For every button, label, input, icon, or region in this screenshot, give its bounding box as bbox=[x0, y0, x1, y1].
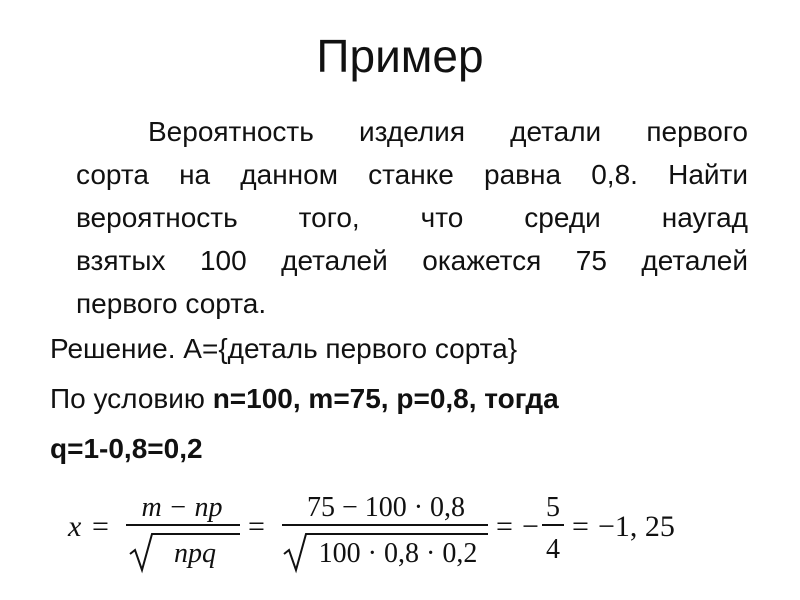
problem-line: взятых 100 деталей окажется 75 деталей bbox=[76, 245, 748, 276]
formula-result: −1, 25 bbox=[598, 510, 675, 543]
fraction2-denominator: 100 · 0,8 · 0,2 bbox=[318, 538, 478, 569]
fraction3-denominator: 4 bbox=[546, 534, 560, 565]
conditions-prefix: По условию bbox=[50, 383, 213, 414]
solution-conditions bbox=[50, 379, 770, 419]
problem-line: первого сорта. bbox=[76, 288, 267, 319]
problem-line: вероятность того, что среди наугад bbox=[76, 202, 748, 233]
solution-q-value: q=1-0,8=0,2 bbox=[50, 433, 203, 464]
formula-lhs: x bbox=[68, 510, 82, 543]
formula-equals: = bbox=[496, 510, 513, 543]
formula-svg bbox=[64, 478, 764, 578]
fraction1-numerator: m − np bbox=[141, 492, 223, 523]
solution-definition: Решение. А={деталь первого сорта} bbox=[50, 333, 518, 364]
problem-statement bbox=[76, 110, 748, 325]
formula-equals: = bbox=[92, 510, 109, 543]
fraction3-numerator: 5 bbox=[546, 492, 560, 523]
formula bbox=[64, 478, 764, 578]
fraction1-denominator: npq bbox=[174, 538, 216, 569]
problem-line: Вероятность изделия детали первого bbox=[148, 116, 748, 147]
slide-title: Пример bbox=[316, 30, 484, 82]
formula-equals: = bbox=[248, 510, 265, 543]
problem-line: сорта на данном станке равна 0,8. Найти bbox=[76, 159, 748, 190]
formula-minus: − bbox=[522, 510, 539, 543]
fraction2-numerator: 75 − 100 · 0,8 bbox=[306, 492, 466, 523]
formula-equals: = bbox=[572, 510, 589, 543]
conditions-values: n=100, m=75, p=0,8, тогда bbox=[212, 383, 559, 414]
